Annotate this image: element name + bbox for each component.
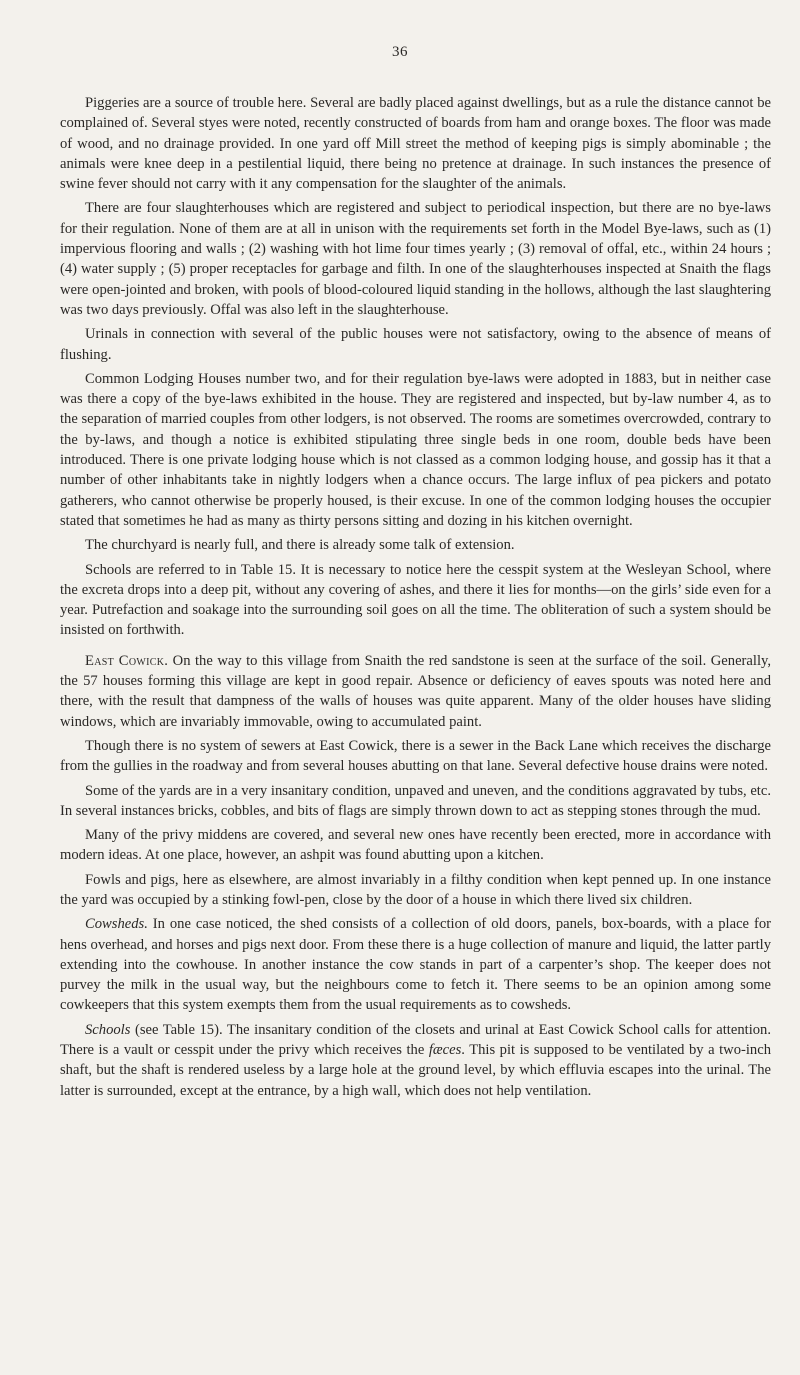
section-heading-cowsheds: Cowsheds. — [85, 916, 148, 933]
cowsheds-text: In one case noticed, the shed consists of a collection of old doors, panels, box-boards, with a place for hens overhead, and horses and pigs next door. From these there is a huge collection of manure and liquid, the latter partly extending into the cowhouse. In another instance the cow stands in part of a carpenter’s shop. The keeper does not purvey the milk in the usual way, but the neighbours come to fetch it. There seems to be an opinion among some cowkeepers that this system exempts them from the usual requirements as to cowsheds. — [60, 916, 771, 1014]
schools-text-a: (see Table 15). The insanitary condition of the closets and urinal at East Cowick School calls for attention. There is a vault or cesspit under the privy which receives the — [60, 1021, 771, 1059]
paragraph-lodging-houses: Common Lodging Houses number two, and for their regulation bye-laws were adopted in 1883, but in neither case was there a copy of the bye-laws exhibited in the house. They are registered and inspected, but by-law number 4, as to the separation of married couples from other lodgers, is not observed. The rooms are sometimes overcrowded, contrary to the by-laws, and though a notice is exhibited stipulating three single beds in one room, double beds have been introduced. There is one private lodging house which is not classed as a common lodging house, and gossip has it that a number of other inhabitants take in nightly lodgers when a chance occurs. The large influx of pea pickers and potato gatherers, who cannot otherwise be properly housed, is their excuse. In one of the common lodging houses the occupier stated that sometimes he had as many as thirty persons sitting and dozing in his kitchen overnight. — [60, 370, 771, 529]
section-heading-east-cowick: East Cowick. — [85, 652, 169, 669]
paragraph-sewers: Though there is no system of sewers at East Cowick, there is a sewer in the Back Lane which receives the discharge from the gullies in the roadway and from several houses abutting on that lane. Several defective house drains were noted. — [60, 737, 771, 775]
paragraph-east-cowick — [60, 651, 771, 732]
paragraph-piggeries: Piggeries are a source of trouble here. Several are badly placed against dwellings, but as a rule the distance cannot be complained of. Several styes were noted, recently constructed of boards from ham and orange boxes. The floor was made of wood, and no drainage provided. In one yard off Mill street the method of keeping pigs is simply abominable ; the animals were knee deep in a pestilential liquid, there being no pretence at drainage. In such instances the presence of swine fever should not carry with it any compensation for the slaughter of the animals. — [60, 95, 771, 193]
paragraph-churchyard: The churchyard is nearly full, and there is already some talk of extension. — [85, 537, 515, 554]
body-text — [60, 93, 771, 1105]
east-cowick-text: On the way to this village from Snaith the red sandstone is seen at the surface of the soil. Generally, the 57 houses forming this village are kept in good repair. Absence or deficiency of eaves spouts was noted here and there, with the result that dampness of the walls of houses was quite apparent. Many of the older houses have sliding windows, which are invariably immovable, owing to accumulated paint. — [60, 652, 771, 730]
paragraph-yards: Some of the yards are in a very insanitary condition, unpaved and uneven, and the conditions aggravated by tubs, etc. In several instances bricks, cobbles, and bits of flags are simply thrown down to act as stepping stones through the mud. — [60, 782, 771, 819]
paragraph-urinals: Urinals in connection with several of the public houses were not satisfactory, owing to the absence of means of flushing. — [60, 326, 771, 363]
paragraph-cowsheds — [60, 914, 771, 1015]
paragraph-schools-snaith: Schools are referred to in Table 15. It is necessary to notice here the cesspit system at the Wesleyan School, where the excreta drops into a deep pit, without any covering of ashes, and there it lies for months—on the girls’ side even for a year. Putrefaction and soakage into the surrounding soil goes on all the time. The obliteration of such a system should be insisted on forthwith. — [60, 561, 771, 639]
paragraph-slaughterhouses: There are four slaughterhouses which are registered and subject to periodical inspection, but there are no bye-laws for their regulation. None of them are at all in unison with the requirements set forth in the Model Bye-laws, such as (1) impervious flooring and walls ; (2) washing with hot lime four times yearly ; (3) removal of offal, etc., within 24 hours ; (4) water supply ; (5) proper receptacles for garbage and filth. In one of the slaughterhouses inspected at Snaith the flags were open-jointed and broken, with pools of blood-coloured liquid standing in the hollows, although the last slaughtering was two days previously. Offal was also left in the slaughterhouse. — [60, 200, 771, 318]
page-number: 36 — [392, 44, 408, 60]
schools-text-b: . This pit is supposed to be ventilated by a two-inch shaft, but the shaft is rendered useless by a large hole at the ground level, by which effluvia escapes into the urinal. The latter is surrounded, except at the entrance, by a high wall, which does not help ventilation. — [60, 1042, 772, 1099]
faeces-word: fæces — [428, 1042, 462, 1059]
paragraph-fowls-pigs: Fowls and pigs, here as elsewhere, are almost invariably in a filthy condition when kept penned up. In one instance the yard was occupied by a stinking fowl-pen, close by the door of a house in which there lived six children. — [60, 871, 771, 908]
section-heading-schools: Schools — [85, 1021, 131, 1038]
paragraph-privy-middens: Many of the privy middens are covered, and several new ones have recently been erected, more in accordance with modern ideas. At one place, however, an ashpit was found abutting upon a kitchen. — [60, 827, 771, 864]
paragraph-schools-east-cowick — [60, 1020, 771, 1101]
